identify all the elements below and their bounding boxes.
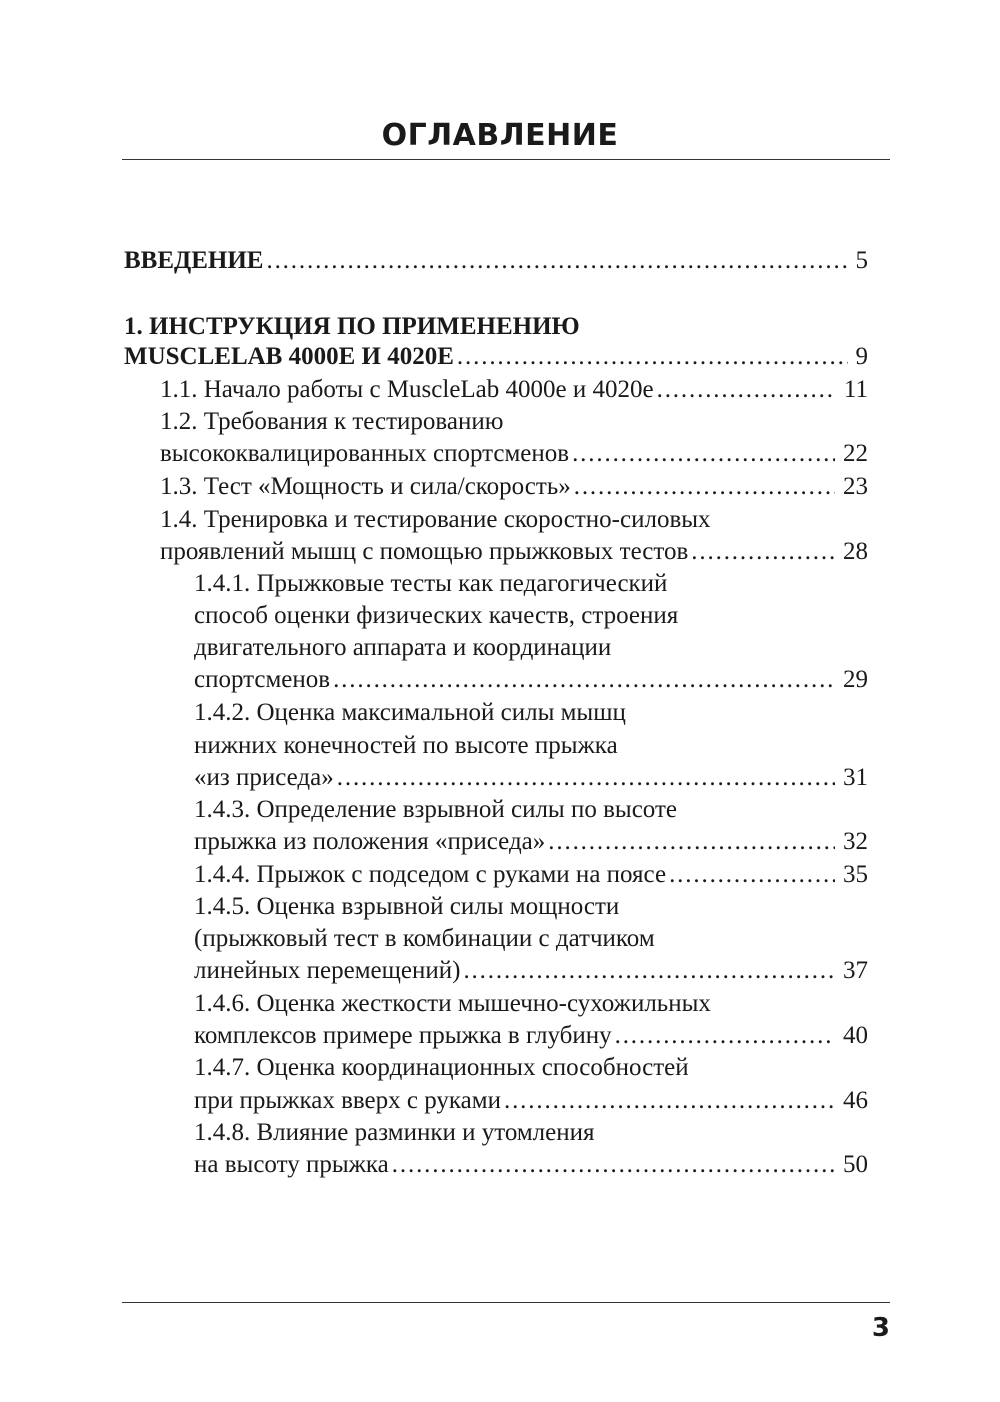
toc-section-1-1[interactable] <box>160 373 868 406</box>
dot-leader <box>657 373 836 406</box>
dot-leader <box>572 437 835 470</box>
toc-entry-text: 1.4. Тренировка и тестирование скоростно-силовых <box>160 506 711 533</box>
toc-entry-text: 1.4.6. Оценка жесткости мышечно-сухожильных <box>194 990 711 1017</box>
toc-entry-text: 1.3. Тест «Мощность и сила/скорость» <box>160 473 571 500</box>
toc-section-1-4-3-line-2[interactable] <box>194 825 868 858</box>
toc-section-1-4-2-line-3[interactable] <box>194 761 868 794</box>
toc-page-number: 40 <box>843 1022 868 1049</box>
toc-section-1-2-line-1[interactable] <box>160 405 868 438</box>
toc-section-1-4-8-line-1[interactable] <box>194 1116 868 1149</box>
dot-leader <box>574 470 835 503</box>
toc-entry-text: при прыжках вверх с руками <box>194 1087 501 1114</box>
toc-entry-text: нижних конечностей по высоте прыжка <box>194 732 618 759</box>
toc-section-1-4-6-line-1[interactable] <box>194 987 868 1020</box>
toc-page-number: 5 <box>855 247 868 274</box>
toc-page-number: 9 <box>855 343 868 370</box>
dot-leader <box>463 954 835 987</box>
dot-leader <box>504 1084 835 1117</box>
toc-page-number: 46 <box>843 1087 868 1114</box>
toc-page-number: 32 <box>843 828 868 855</box>
page-title: ОГЛАВЛЕНИЕ <box>381 118 619 153</box>
toc-page-number: 28 <box>843 538 868 565</box>
toc-section-1-4-2-line-2[interactable] <box>194 729 868 762</box>
toc-entry-text: (прыжковый тест в комбинации с датчиком <box>194 925 655 952</box>
toc-entry-text: высококвалицированных спортсменов <box>160 440 570 467</box>
toc-entry-text: 1.4.4. Прыжок с подседом с руками на поясе <box>194 861 667 888</box>
toc-entry-text: 1.4.5. Оценка взрывной силы мощности <box>194 893 620 920</box>
toc-page-number: 29 <box>843 666 868 693</box>
dot-leader <box>392 1148 835 1181</box>
toc-entry-text: 1.1. Начало работы с MuscleLab 4000e и 4020e <box>160 376 654 403</box>
toc-section-1-2-line-2[interactable] <box>160 437 868 470</box>
toc-entry-text: на высоту прыжка <box>194 1151 389 1178</box>
toc-section-1-4-1-line-2[interactable] <box>194 599 868 632</box>
toc-entry-introduction[interactable] <box>124 244 868 277</box>
toc-entry-text: 1.2. Требования к тестированию <box>160 408 504 435</box>
toc-section-1-4-line-1[interactable] <box>160 503 868 536</box>
toc-entry-text: 1.4.7. Оценка координационных способностей <box>194 1054 689 1081</box>
toc-entry-text: комплексов примере прыжка в глубину <box>194 1022 612 1049</box>
dot-leader <box>457 340 848 373</box>
toc-page-number: 37 <box>843 957 868 984</box>
toc-section-1-3[interactable] <box>160 470 868 503</box>
toc-entry-text: 1.4.2. Оценка максимальной силы мышц <box>194 699 626 726</box>
toc-page-number: 23 <box>843 473 868 500</box>
toc-entry-text: 1.4.1. Прыжковые тесты как педагогический <box>194 570 668 597</box>
toc-entry-text: проявлений мышц с помощью прыжковых тестов <box>160 538 689 565</box>
toc-chapter-1-line-1[interactable] <box>124 310 868 343</box>
toc-entry-text: ВВЕДЕНИЕ <box>124 247 264 274</box>
toc-section-1-4-5-line-2[interactable] <box>194 922 868 955</box>
toc-entry-text: прыжка из положения «приседа» <box>194 828 546 855</box>
dot-leader <box>333 663 835 696</box>
toc-page-number: 31 <box>843 764 868 791</box>
toc-section-1-4-8-line-2[interactable] <box>194 1148 868 1181</box>
toc-section-1-4-1-line-1[interactable] <box>194 567 868 600</box>
toc-entry-text: спортсменов <box>194 666 331 693</box>
footer-divider <box>122 1302 890 1303</box>
toc-chapter-1-line-2[interactable] <box>124 340 868 373</box>
toc-section-1-4-6-line-2[interactable] <box>194 1019 868 1052</box>
toc-section-1-4-2-line-1[interactable] <box>194 696 868 729</box>
toc-entry-text: способ оценки физических качеств, строения <box>194 602 679 629</box>
toc-page-number: 50 <box>843 1151 868 1178</box>
dot-leader <box>669 858 835 891</box>
toc-page-number: 35 <box>843 861 868 888</box>
toc-section-1-4-7-line-2[interactable] <box>194 1084 868 1117</box>
toc-entry-text: 1. ИНСТРУКЦИЯ ПО ПРИМЕНЕНИЮ <box>124 313 580 340</box>
toc-entry-text: линейных перемещений) <box>194 957 461 984</box>
toc-section-1-4-4[interactable] <box>194 858 868 891</box>
dot-leader <box>615 1019 835 1052</box>
toc-section-1-4-1-line-3[interactable] <box>194 631 868 664</box>
toc-page-number: 22 <box>843 440 868 467</box>
page-number: 3 <box>871 1313 890 1343</box>
toc-section-1-4-5-line-3[interactable] <box>194 954 868 987</box>
toc-entry-text: MUSCLELAB 4000E И 4020E <box>124 343 454 370</box>
dot-leader <box>266 244 847 277</box>
toc-page-number: 11 <box>843 376 868 403</box>
toc-section-1-4-3-line-1[interactable] <box>194 793 868 826</box>
toc-entry-text: «из приседа» <box>194 764 334 791</box>
toc-entry-text: 1.4.8. Влияние разминки и утомления <box>194 1119 595 1146</box>
toc-entry-text: двигательного аппарата и координации <box>194 634 612 661</box>
toc-section-1-4-1-line-4[interactable] <box>194 663 868 696</box>
dot-leader <box>548 825 835 858</box>
toc-entry-text: 1.4.3. Определение взрывной силы по высоте <box>194 796 677 823</box>
toc-section-1-4-5-line-1[interactable] <box>194 890 868 923</box>
toc-section-1-4-7-line-1[interactable] <box>194 1051 868 1084</box>
toc-section-1-4-line-2[interactable] <box>160 535 868 568</box>
dot-leader <box>691 535 835 568</box>
dot-leader <box>337 761 835 794</box>
